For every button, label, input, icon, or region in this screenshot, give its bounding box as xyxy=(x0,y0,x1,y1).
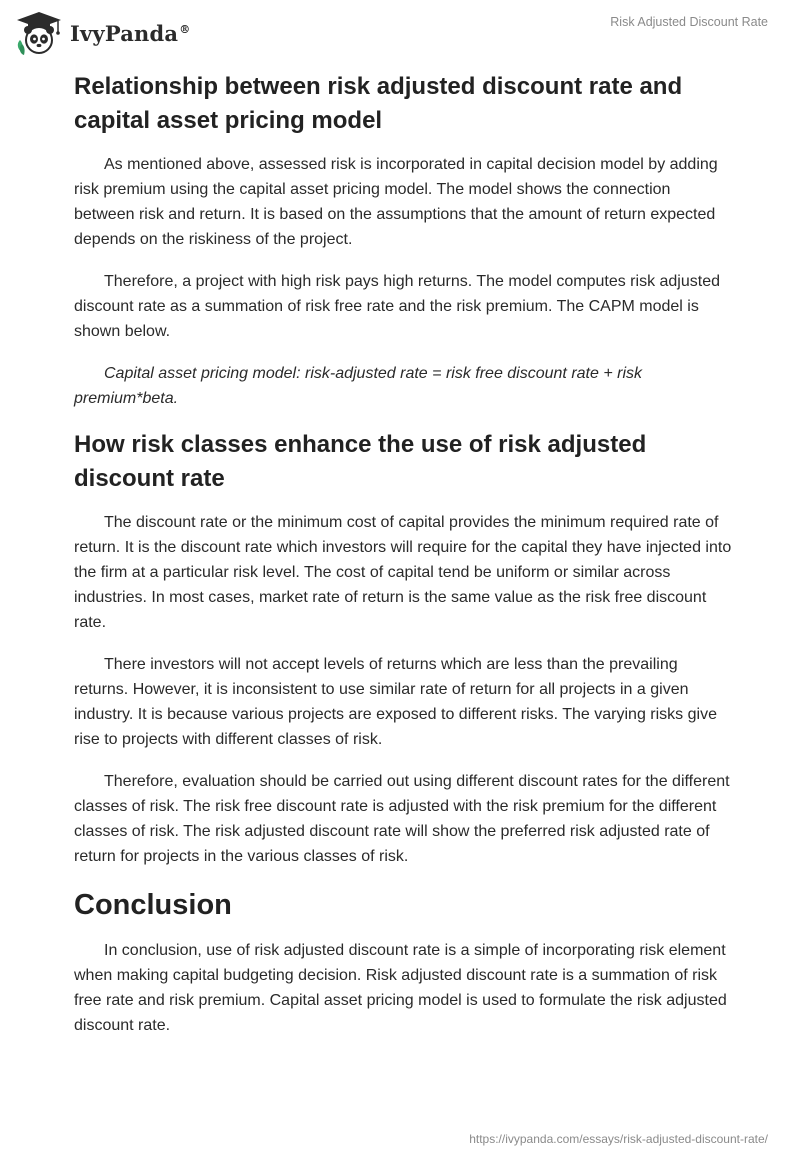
section-heading-risk-classes: How risk classes enhance the use of risk adjusted discount rate xyxy=(74,431,647,492)
paragraph: There investors will not accept levels of returns which are less than the prevailing returns. However, it is inconsistent to use similar rate of return for all projects in a given industry. It is because various projects are exposed to different risks. The varying risks give rise to projects with different classes of risk. xyxy=(74,656,717,748)
paragraph: Therefore, evaluation should be carried out using different discount rates for the different classes of risk. The risk free discount rate is adjusted with the risk premium for the different classes of risk. The risk adjusted discount rate will show the preferred risk adjusted rate of return for projects in the various classes of risk. xyxy=(74,773,730,865)
paragraph: In conclusion, use of risk adjusted discount rate is a simple of incorporating risk element when making capital budgeting decision. Risk adjusted discount rate is a summation of risk free rate and risk premium. Capital asset pricing model is used to formulate the risk adjusted discount rate. xyxy=(74,942,727,1034)
page-header xyxy=(0,0,800,64)
paragraph: The discount rate or the minimum cost of capital provides the minimum required rate of return. It is the discount rate which investors will require for the capital they have injected into the firm at a particular risk level. The cost of capital tend be uniform or similar across industries. In most cases, market rate of return is the same value as the risk free discount rate. xyxy=(74,514,732,631)
running-title: Risk Adjusted Discount Rate xyxy=(610,15,768,29)
panda-graduate-icon xyxy=(14,10,64,56)
paragraph: Therefore, a project with high risk pays high returns. The model computes risk adjusted discount rate as a summation of risk free rate and the risk premium. The CAPM model is shown below. xyxy=(74,273,720,340)
brand-name: IvyPanda® xyxy=(70,20,191,46)
source-url-link[interactable]: https://ivypanda.com/essays/risk-adjusted-discount-rate/ xyxy=(469,1132,768,1146)
paragraph: As mentioned above, assessed risk is incorporated in capital decision model by adding risk premium using the capital asset pricing model. The model shows the connection between risk and return. It is based on the assumptions that the amount of return expected depends on the riskiness of the project. xyxy=(74,156,718,248)
article-body xyxy=(74,70,734,1055)
ivypanda-logo[interactable] xyxy=(14,10,190,56)
section-heading-conclusion: Conclusion xyxy=(74,889,232,921)
section-heading-capm: Relationship between risk adjusted discount rate and capital asset pricing model xyxy=(74,73,683,134)
capm-formula-paragraph: Capital asset pricing model: risk-adjusted rate = risk free discount rate + risk premium*beta. xyxy=(74,365,643,407)
